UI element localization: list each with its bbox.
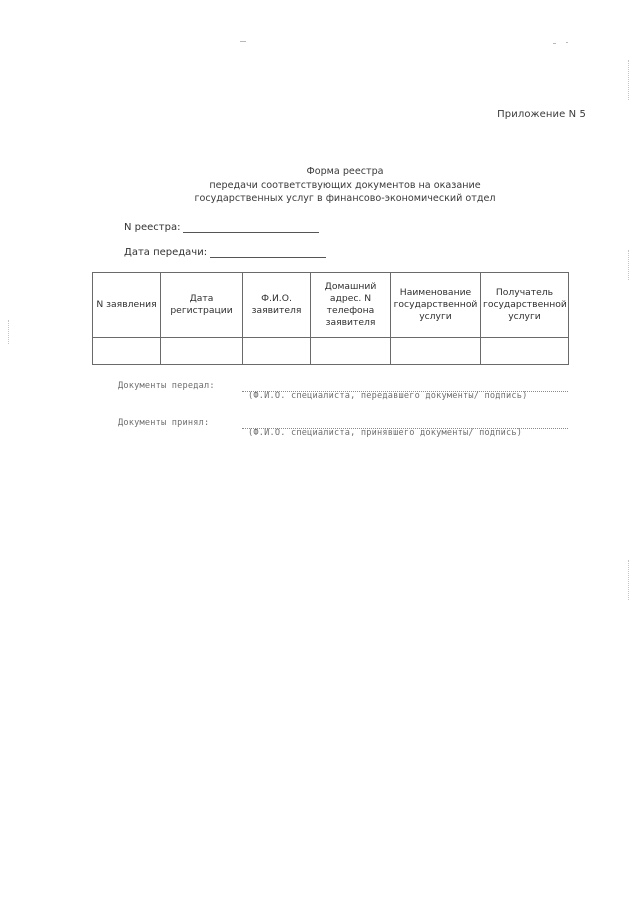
form-title-line: передачи соответствующих документов на оказание: [209, 179, 481, 191]
table-cell: [243, 338, 311, 365]
registry-number-line: [183, 222, 319, 233]
registry-table: [92, 272, 569, 365]
form-title-line: Форма реестра: [306, 166, 384, 177]
column-header-application-number: N заявления: [93, 273, 161, 338]
column-header-address-phone: Домашний адрес. N телефона заявителя: [311, 273, 391, 338]
form-title: [170, 165, 520, 206]
received-label: Документы принял:: [118, 418, 210, 428]
transfer-date-line: [210, 247, 326, 258]
table-cell: [481, 338, 569, 365]
table-header-row: [93, 273, 569, 338]
scan-edge-marks: [628, 250, 630, 280]
table-cell: [93, 338, 161, 365]
table-cell: [311, 338, 391, 365]
column-header-service-recipient: Получатель государственной услуги: [481, 273, 569, 338]
column-header-applicant-name: Ф.И.О. заявителя: [243, 273, 311, 338]
form-title-line: государственных услуг в финансово-экономический отдел: [194, 193, 496, 204]
table-row: [93, 338, 569, 365]
table-cell: [391, 338, 481, 365]
table-cell: [161, 338, 243, 365]
appendix-label: Приложение N 5: [497, 109, 586, 120]
registry-number-label: N реестра:: [124, 222, 181, 233]
transferred-label: Документы передал:: [118, 381, 215, 391]
scan-speck: [566, 42, 568, 43]
transfer-date-field: [124, 247, 326, 258]
registry-number-field: [124, 222, 319, 233]
scan-edge-marks: [628, 560, 630, 600]
scan-edge-marks: [8, 320, 10, 344]
scan-speck: [553, 43, 556, 44]
transferred-hint: (Ф.И.О. специалиста, передавшего документы/ подпись): [248, 391, 528, 401]
column-header-registration-date: Дата регистрации: [161, 273, 243, 338]
received-hint: (Ф.И.О. специалиста, принявшего документы/ подпись): [248, 428, 523, 438]
scan-speck: [240, 41, 246, 42]
transfer-date-label: Дата передачи:: [124, 247, 208, 258]
scan-edge-marks: [628, 60, 630, 100]
column-header-service-name: Наименование государственной услуги: [391, 273, 481, 338]
